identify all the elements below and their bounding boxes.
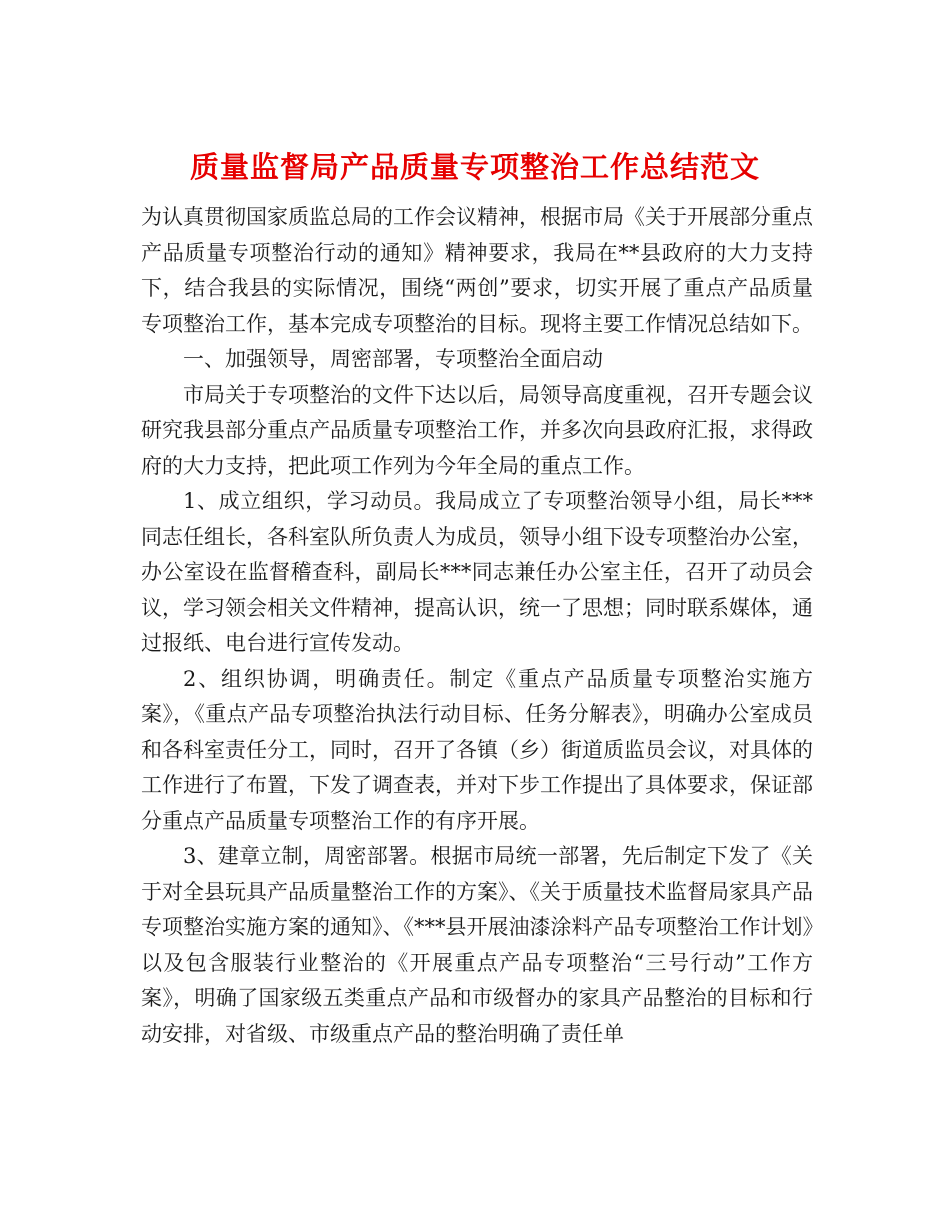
- document-title: 质量监督局产品质量专项整治工作总结范文: [189, 150, 760, 185]
- document-body: [141, 200, 813, 1052]
- paragraph-intro: 为认真贯彻国家质监总局的工作会议精神，根据市局《关于开展部分重点产品质量专项整治行动的通知》精神要求，我局在**县政府的大力支持下，结合我县的实际情况，围绕“两创”要求，切实开展了重点产品质量专项整治工作，基本完成专项整治的目标。现将主要工作情况总结如下。: [141, 205, 813, 336]
- paragraph-item-2: 2、组织协调，明确责任。制定《重点产品质量专项整治实施方案》，《重点产品专项整治执法行动目标、任务分解表》，明确办公室成员和各科室责任分工，同时，召开了各镇（乡）街道质监员会议，对具体的工作进行了布置，下发了调查表，并对下步工作提出了具体要求，保证部分重点产品质量专项整治工作的有序开展。: [141, 666, 813, 833]
- paragraph-item-3: 3、建章立制，周密部署。根据市局统一部署，先后制定下发了《关于对全县玩具产品质量整治工作的方案》、《关于质量技术监督局家具产品专项整治实施方案的通知》、《***县开展油漆涂料产品专项整治工作计划》以及包含服装行业整治的《开展重点产品专项整治“三号行动”工作方案》，明确了国家级五类重点产品和市级督办的家具产品整治的目标和行动安排，对省级、市级重点产品的整治明确了责任单: [141, 844, 813, 1046]
- paragraph-section-1-intro: 市局关于专项整治的文件下达以后，局领导高度重视，召开专题会议研究我县部分重点产品质量专项整治工作，并多次向县政府汇报，求得政府的大力支持，把此项工作列为今年全局的重点工作。: [141, 382, 813, 478]
- paragraph-item-1: 1、成立组织，学习动员。我局成立了专项整治领导小组，局长***同志任组长，各科室队所负责人为成员，领导小组下设专项整治办公室，办公室设在监督稽查科，副局长***同志兼任办公室主任，召开了动员会议，学习领会相关文件精神，提高认识，统一了思想；同时联系媒体，通过报纸、电台进行宣传发动。: [141, 489, 813, 655]
- section-heading-1: 一、加强领导，周密部署，专项整治全面启动: [183, 347, 603, 371]
